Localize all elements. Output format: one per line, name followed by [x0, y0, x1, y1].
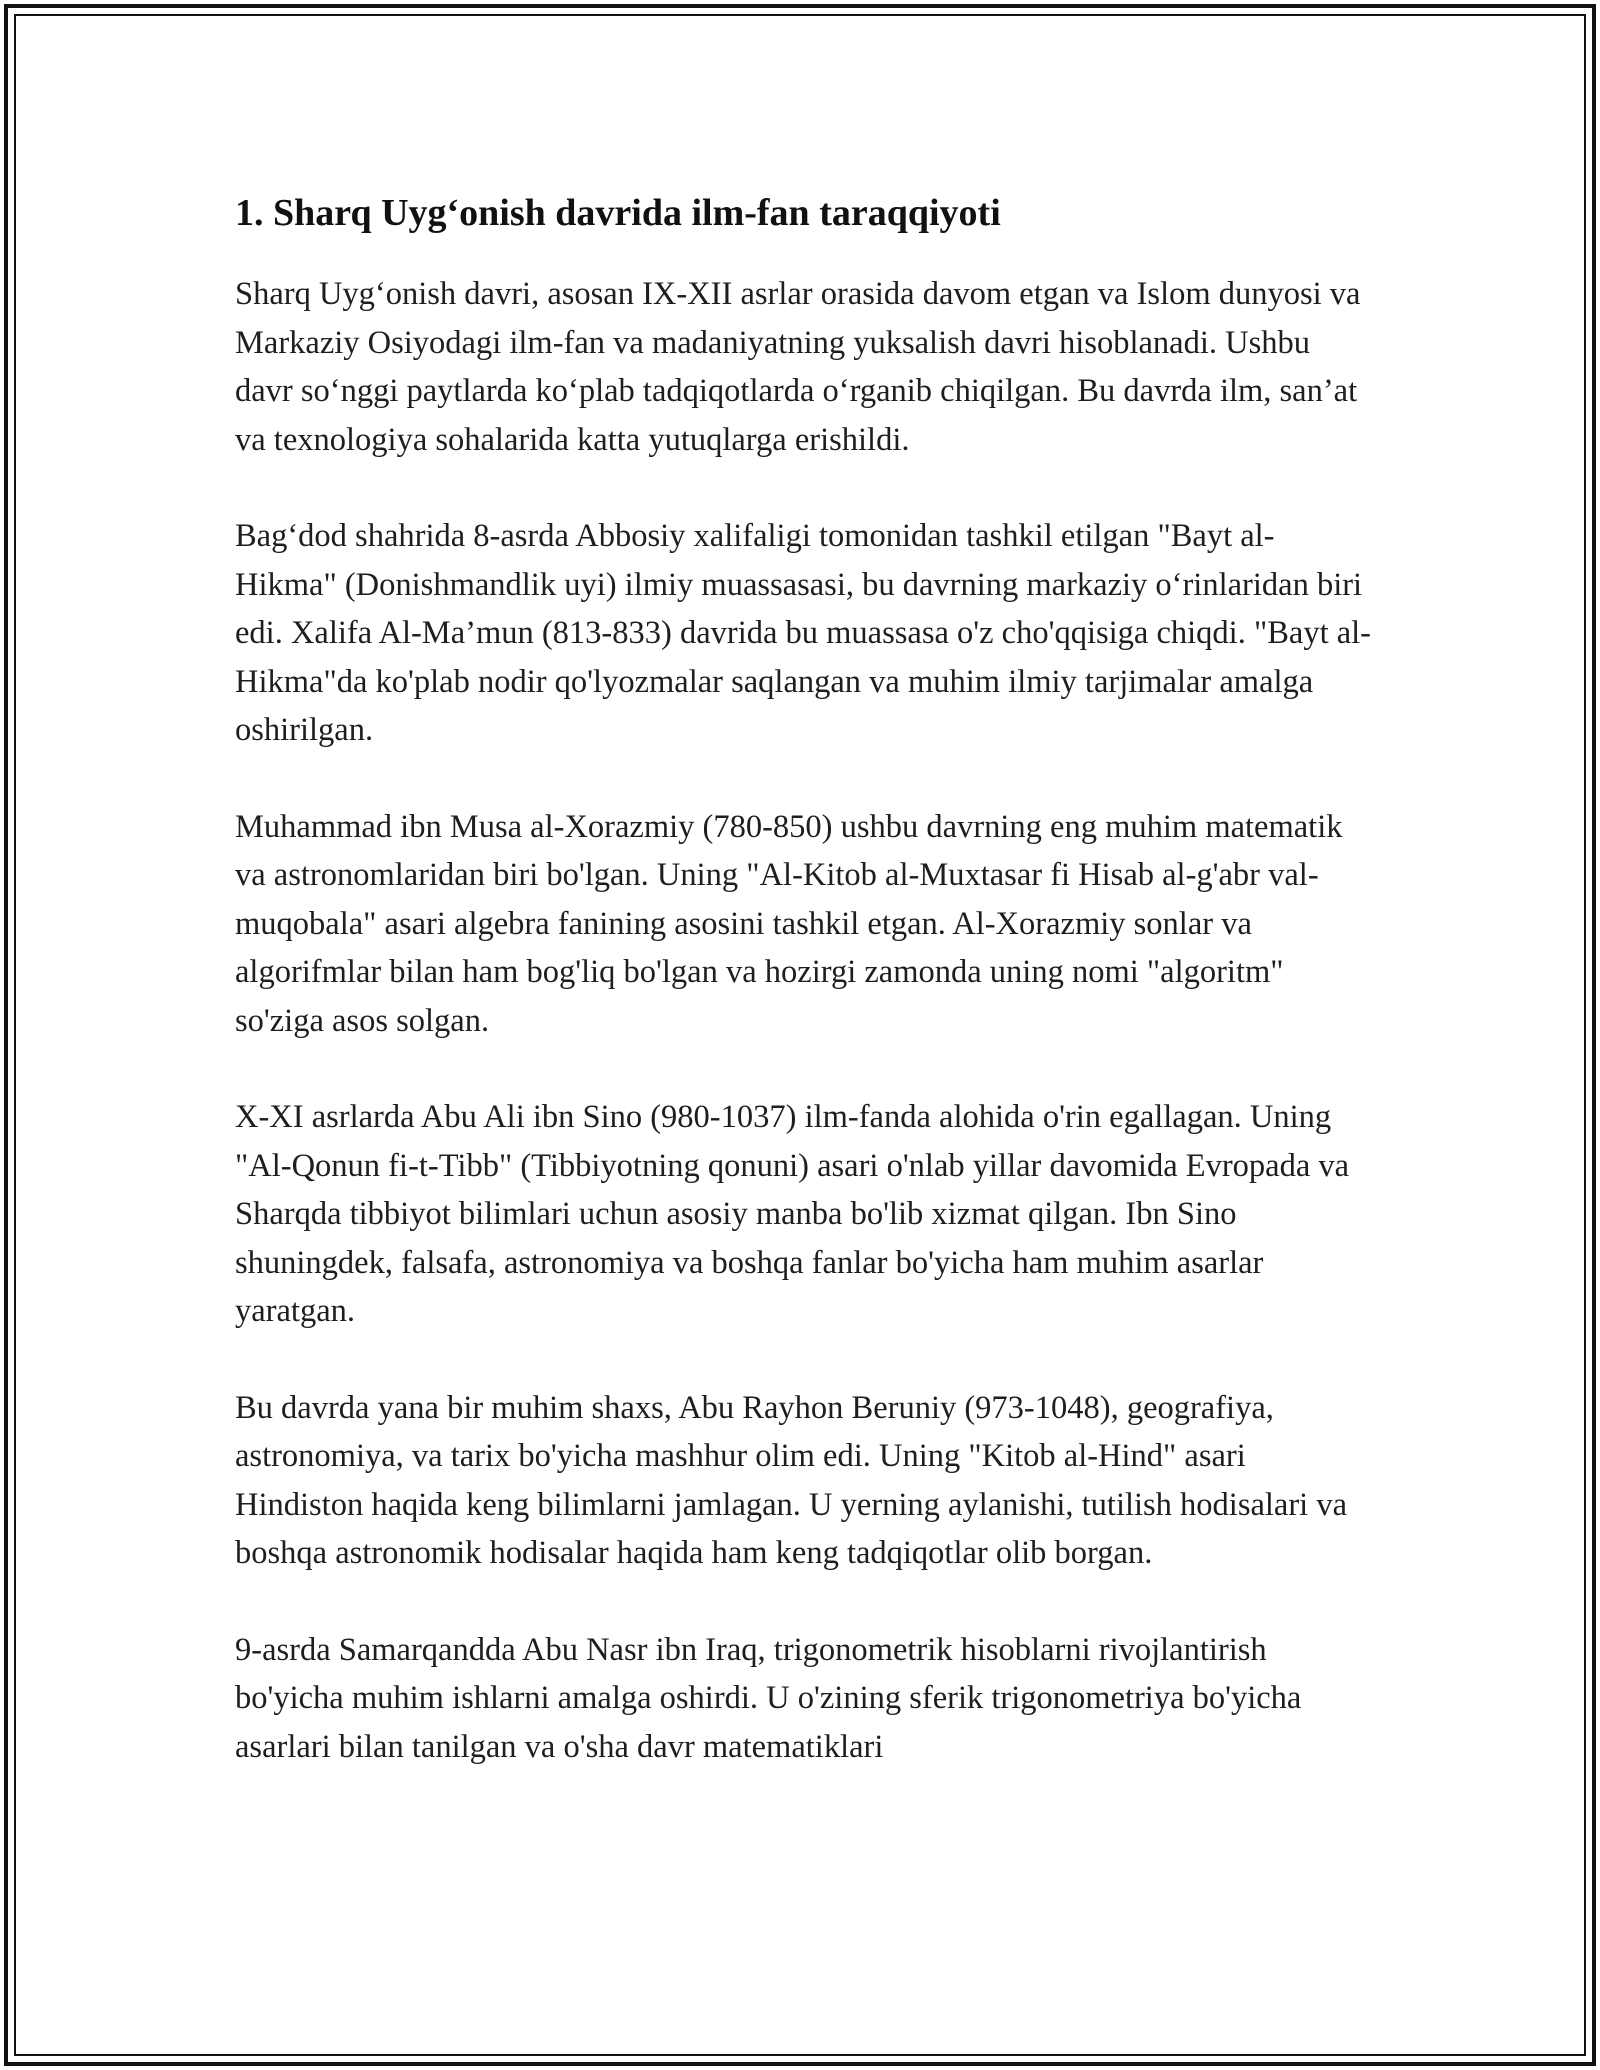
paragraph-al-xorazmiy: Muhammad ibn Musa al-Xorazmiy (780-850) ushbu davrning eng muhim matematik va astronomlaridan biri bo'lgan. Uning "Al-Kitob al-Muxtasar fi Hisab al-g'abr val-muqobala" asari algebra fanining asosini tashkil etgan. Al-Xorazmiy sonlar va algorifmlar bilan ham bog'liq bo'lgan va hozirgi zamonda uning nomi "algoritm" so'ziga asos solgan.	[235, 808, 1343, 1039]
paragraph-ibn-sino: X-XI asrlarda Abu Ali ibn Sino (980-1037) ilm-fanda alohida o'rin egallagan. Uning "Al-Qonun fi-t-Tibb" (Tibbiyotning qonuni) asari o'nlab yillar davomida Evropada va Sharqda tibbiyot bilimlari uchun asosiy manba bo'lib xizmat qilgan. Ibn Sino shuningdek, falsafa, astronomiya va boshqa fanlar bo'yicha ham muhim asarlar yaratgan.	[235, 1099, 1350, 1329]
paragraph-ibn-iraq: 9-asrda Samarqandda Abu Nasr ibn Iraq, trigonometrik hisoblarni rivojlantirish bo'yicha muhim ishlarni amalga oshirdi. U o'zining sferik trigonometriya bo'yicha asarlari bilan tanilgan va o'sha davr matematiklari	[235, 1631, 1302, 1765]
section-heading: 1. Sharq Uyg‘onish davrida ilm-fan taraqqiyoti	[235, 192, 1001, 234]
paragraph-bayt-al-hikma: Bag‘dod shahrida 8-asrda Abbosiy xalifaligi tomonidan tashkil etilgan "Bayt al-Hikma" (Donishmandlik uyi) ilmiy muassasasi, bu davrning markaziy o‘rinlaridan biri edi. Xalifa Al-Ma’mun (813-833) davrida bu muassasa o'z cho'qqisiga chiqdi. "Bayt al-Hikma"da ko'plab nodir qo'lyozmalar saqlangan va muhim ilmiy tarjimalar amalga oshirilgan.	[235, 518, 1372, 748]
document-body	[235, 188, 1375, 1819]
paragraph-beruniy: Bu davrda yana bir muhim shaxs, Abu Rayhon Beruniy (973-1048), geografiya, astronomiya, va tarix bo'yicha mashhur olim edi. Uning "Kitob al-Hind" asari Hindiston haqida keng bilimlarni jamlagan. U yerning aylanishi, tutilish hodisalari va boshqa astronomik hodisalar haqida ham keng tadqiqotlar olib borgan.	[235, 1389, 1348, 1571]
paragraph-intro: Sharq Uyg‘onish davri, asosan IX-XII asrlar orasida davom etgan va Islom dunyosi va Markaziy Osiyodagi ilm-fan va madaniyatning yuksalish davri hisoblanadi. Ushbu davr so‘nggi paytlarda ko‘plab tadqiqotlarda o‘rganib chiqilgan. Bu davrda ilm, san’at va texnologiya sohalarida katta yutuqlarga erishildi.	[235, 276, 1361, 458]
